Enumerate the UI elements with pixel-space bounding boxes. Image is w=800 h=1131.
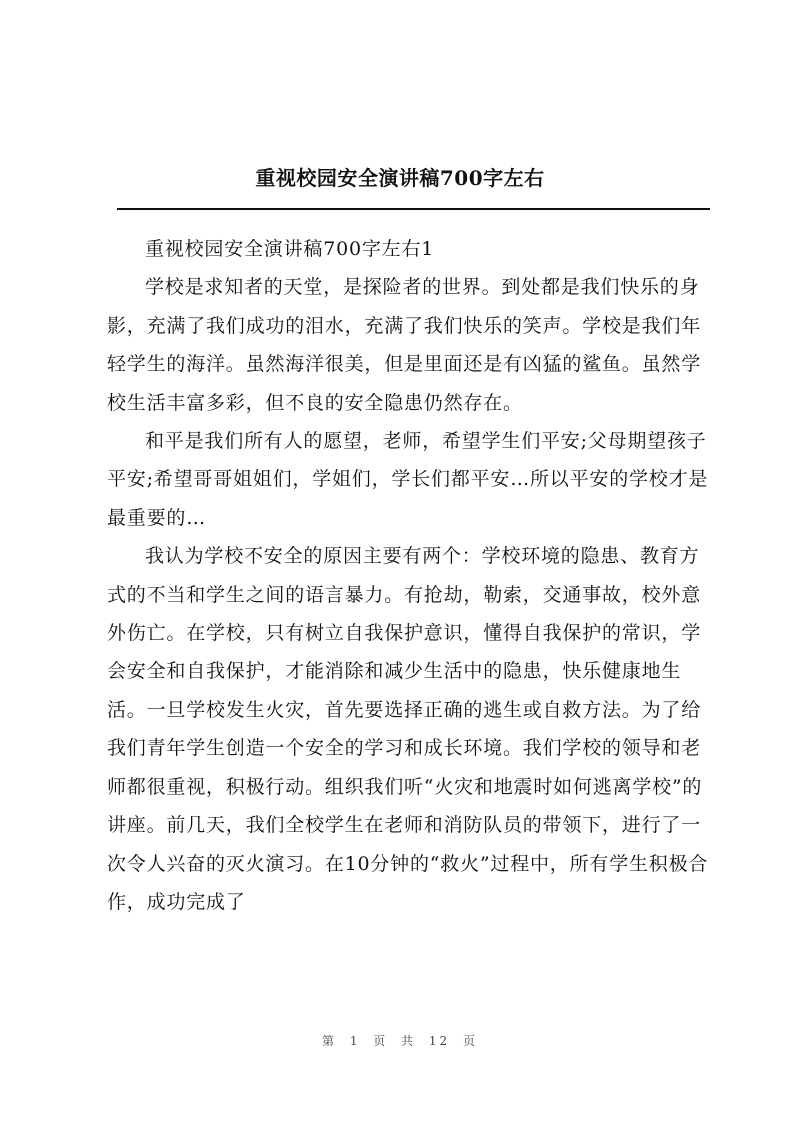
- title-divider: [117, 208, 710, 210]
- document-title: 重视校园安全演讲稿700字左右: [255, 166, 545, 190]
- paragraph: 我认为学校不安全的原因主要有两个：学校环境的隐患、教育方式的不当和学生之间的语言暴力。有抢劫，勒索，交通事故，校外意外伤亡。在学校，只有树立自我保护意识，懂得自我保护的常识，学会安全和自我保护，才能消除和减少生活中的隐患，快乐健康地生活。一旦学校发生火灾，首先要选择正确的逃生或自救方法。为了给我们青年学生创造一个安全的学习和成长环境。我们学校的领导和老师都很重视，积极行动。组织我们听“火灾和地震时如何逃离学校”的讲座。前几天，我们全校学生在老师和消防队员的带领下，进行了一次令人兴奋的灭火演习。在10分钟的“救火”过程中，所有学生积极合作，成功完成了: [107, 545, 709, 913]
- document-body: [107, 230, 713, 921]
- paragraph: 和平是我们所有人的愿望，老师，希望学生们平安;父母期望孩子平安;希望哥哥姐姐们，学姐们，学长们都平安…所以平安的学校才是最重要的…: [107, 430, 709, 529]
- section-heading: 重视校园安全演讲稿700字左右1: [145, 238, 435, 260]
- paragraph: 学校是求知者的天堂，是探险者的世界。到处都是我们快乐的身影，充满了我们成功的泪水，充满了我们快乐的笑声。学校是我们年轻学生的海洋。虽然海洋很美，但是里面还是有凶猛的鲨鱼。虽然学校生活丰富多彩，但不良的安全隐患仍然存在。: [107, 276, 702, 414]
- page-footer: 第 1 页 共 12 页: [322, 1034, 478, 1048]
